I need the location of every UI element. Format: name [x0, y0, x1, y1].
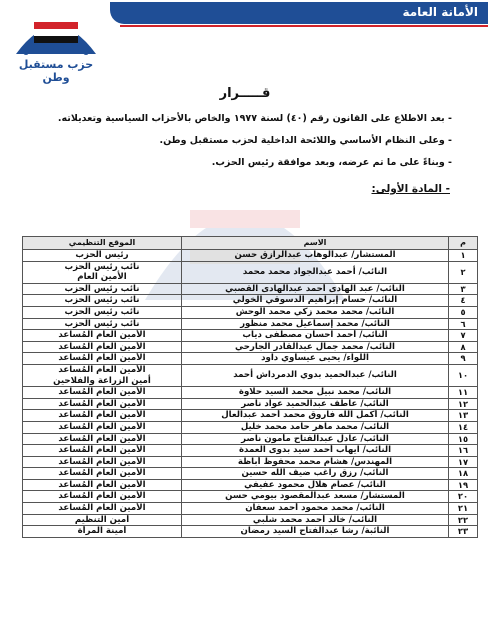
table-row [23, 353, 478, 365]
row-number: ٥ [449, 306, 478, 318]
row-number: ١٥ [449, 433, 478, 445]
row-number: ٢٠ [449, 491, 478, 503]
member-role [23, 250, 182, 262]
member-role [23, 514, 182, 526]
member-name: النائب/ محمد محمود أحمد سعفان [182, 503, 449, 515]
member-name: النائب/ عصام هلال محمود عفيفي [182, 479, 449, 491]
table-row [23, 341, 478, 353]
member-name: النائب/ محمد جمال عبدالقادر الجارحي [182, 341, 449, 353]
row-number: ١١ [449, 387, 478, 399]
preamble-clause: - وعلى النظام الأساسي واللائحة الداخلية لحزب مستقبل وطن. [32, 131, 452, 153]
role-line: الأمين العام المُساعد [58, 479, 146, 490]
table-row [23, 468, 478, 480]
member-name: النائب/ أحمد عبدالجواد محمد محمد [182, 261, 449, 283]
member-role [23, 295, 182, 307]
member-role [23, 433, 182, 445]
row-number: ١٣ [449, 410, 478, 422]
row-number: ٦ [449, 318, 478, 330]
role-line: نائب رئيس الحزب [64, 318, 140, 329]
member-name: النائب/ رزق راغب ضيف الله حسين [182, 468, 449, 480]
table-row [23, 330, 478, 342]
member-role [23, 398, 182, 410]
role-line: الأمين العام المُساعد [58, 468, 146, 479]
header-divider [120, 25, 488, 27]
role-line: الأمين العام المُساعد [58, 398, 146, 409]
member-name: النائب/ عادل عبدالفتاح مأمون ناصر [182, 433, 449, 445]
row-number: ٢ [449, 261, 478, 283]
table-row [23, 250, 478, 262]
header-bar [110, 2, 488, 24]
row-number: ١٨ [449, 468, 478, 480]
member-role [23, 503, 182, 515]
member-role [23, 445, 182, 457]
role-line: الأمين العام المُساعد [58, 456, 146, 467]
role-line: الأمين العام المُساعد [58, 341, 146, 352]
member-name: النائب/ ايهاب أحمد سيد بدوى العمدة [182, 445, 449, 457]
row-number: ٢٣ [449, 526, 478, 538]
role-line: الأمين العام المُساعد [58, 330, 146, 341]
preamble-clause: - وبناءً على ما تم عرضه، وبعد موافقة رئيس الحزب. [32, 153, 452, 175]
member-role [23, 330, 182, 342]
row-number: ٩ [449, 353, 478, 365]
role-line: نائب رئيس الحزب [64, 306, 140, 317]
role-line: نائب رئيس الحزب [64, 283, 140, 294]
member-name: النائب/ محمد إسماعيل محمد منظور [182, 318, 449, 330]
member-role [23, 456, 182, 468]
member-name: النائب/ خالد أحمد محمد شلبي [182, 514, 449, 526]
row-number: ٧ [449, 330, 478, 342]
table-row [23, 318, 478, 330]
row-number: ١ [449, 250, 478, 262]
table-row [23, 445, 478, 457]
article-heading: - المادة الأولى: [372, 183, 451, 195]
row-number: ١٦ [449, 445, 478, 457]
table-header-row [23, 237, 478, 250]
role-line: الأمين العام المُساعد [58, 503, 146, 514]
table-row [23, 283, 478, 295]
member-name: النائب/ عاطف عبدالحميد عواد ناصر [182, 398, 449, 410]
member-role [23, 341, 182, 353]
row-number: ١٤ [449, 421, 478, 433]
appointments-table [22, 236, 478, 538]
table-row [23, 503, 478, 515]
header-number: م [449, 237, 478, 250]
member-name: المهندس/ هشام محمد محفوظ أباظة [182, 456, 449, 468]
table-row [23, 398, 478, 410]
member-name: النائب/ محمد محمد زكي محمد الوحش [182, 306, 449, 318]
member-role [23, 306, 182, 318]
member-name: النائب/ محمد نبيل محمد السيد حلاوة [182, 387, 449, 399]
table-row [23, 387, 478, 399]
row-number: ١٢ [449, 398, 478, 410]
member-name: النائبة/ رشا عبدالفتاح السيد رمضان [182, 526, 449, 538]
preamble-clause: - بعد الاطلاع على القانون رقم (٤٠) لسنة ١٩٧٧ والخاص بالأحزاب السياسية وتعديلاته. [32, 109, 452, 131]
row-number: ٢٢ [449, 514, 478, 526]
row-number: ١٩ [449, 479, 478, 491]
member-name: المستشار/ مسعد عبدالمقصود بيومي حسن [182, 491, 449, 503]
role-line: الأمين العام المُساعد [58, 364, 146, 375]
table-row [23, 526, 478, 538]
role-line: الأمين العام المُساعد [58, 445, 146, 456]
header-role: الموقع التنظيمي [23, 237, 182, 250]
member-role [23, 353, 182, 365]
table-row [23, 421, 478, 433]
role-line: نائب رئيس الحزب [64, 295, 140, 306]
role-line: الأمين العام المُساعد [58, 410, 146, 421]
row-number: ٣ [449, 283, 478, 295]
party-logo-text: حزب مستقبل وطن [18, 58, 94, 84]
member-name: المستشار/ عبدالوهاب عبدالرازق حسن [182, 250, 449, 262]
table-row [23, 410, 478, 422]
table-row [23, 456, 478, 468]
role-line: أمين التنظيم [74, 514, 130, 525]
table-row [23, 433, 478, 445]
table-row [23, 514, 478, 526]
member-role [23, 283, 182, 295]
member-role [23, 421, 182, 433]
table-body [23, 250, 478, 538]
member-role [23, 526, 182, 538]
member-role [23, 491, 182, 503]
table-row [23, 491, 478, 503]
role-line: الأمين العام المُساعد [58, 433, 146, 444]
member-name: النائب/ عبد الهادى أحمد عبدالهادى القصبي [182, 283, 449, 295]
table-row [23, 261, 478, 283]
row-number: ٤ [449, 295, 478, 307]
role-line: أمينة المرأة [77, 526, 127, 537]
role-line: الأمين العام المُساعد [58, 387, 146, 398]
decree-title: قـــــرار [219, 86, 271, 101]
member-name: النائب/ أكمل الله فاروق محمد أحمد عبدالعال [182, 410, 449, 422]
member-role [23, 318, 182, 330]
member-role [23, 468, 182, 480]
role-line: نائب رئيس الحزب [64, 261, 140, 272]
member-name: النائب/ أحمد احسان مصطفى دياب [182, 330, 449, 342]
member-role [23, 387, 182, 399]
member-name: اللواء/ يحيى عيساوي داود [182, 353, 449, 365]
member-role [23, 410, 182, 422]
table-row [23, 479, 478, 491]
role-line: الأمين العام المُساعد [58, 421, 146, 432]
member-name: النائب/ حسام إبراهيم الدسوقي الخولي [182, 295, 449, 307]
table-row [23, 295, 478, 307]
row-number: ١٠ [449, 364, 478, 386]
row-number: ٢١ [449, 503, 478, 515]
member-name: النائب/ عبدالحميد بدوي الدمرداش أحمد [182, 364, 449, 386]
member-role [23, 261, 182, 283]
table-row [23, 364, 478, 386]
role-line: الأمين العام المُساعد [58, 491, 146, 502]
header-name: الاسم [182, 237, 449, 250]
row-number: ١٧ [449, 456, 478, 468]
member-role [23, 479, 182, 491]
row-number: ٨ [449, 341, 478, 353]
section-title: الأمانة العامة [402, 5, 478, 19]
preamble-clauses [32, 109, 452, 175]
table-row [23, 306, 478, 318]
member-name: النائب/ محمد ماهر حامد محمد خليل [182, 421, 449, 433]
role-line: رئيس الحزب [75, 250, 129, 260]
role-line: الأمين العام [77, 272, 127, 283]
role-line: أمين الزراعة والفلاحين [53, 375, 151, 386]
member-role [23, 364, 182, 386]
role-line: الأمين العام المُساعد [58, 353, 146, 364]
